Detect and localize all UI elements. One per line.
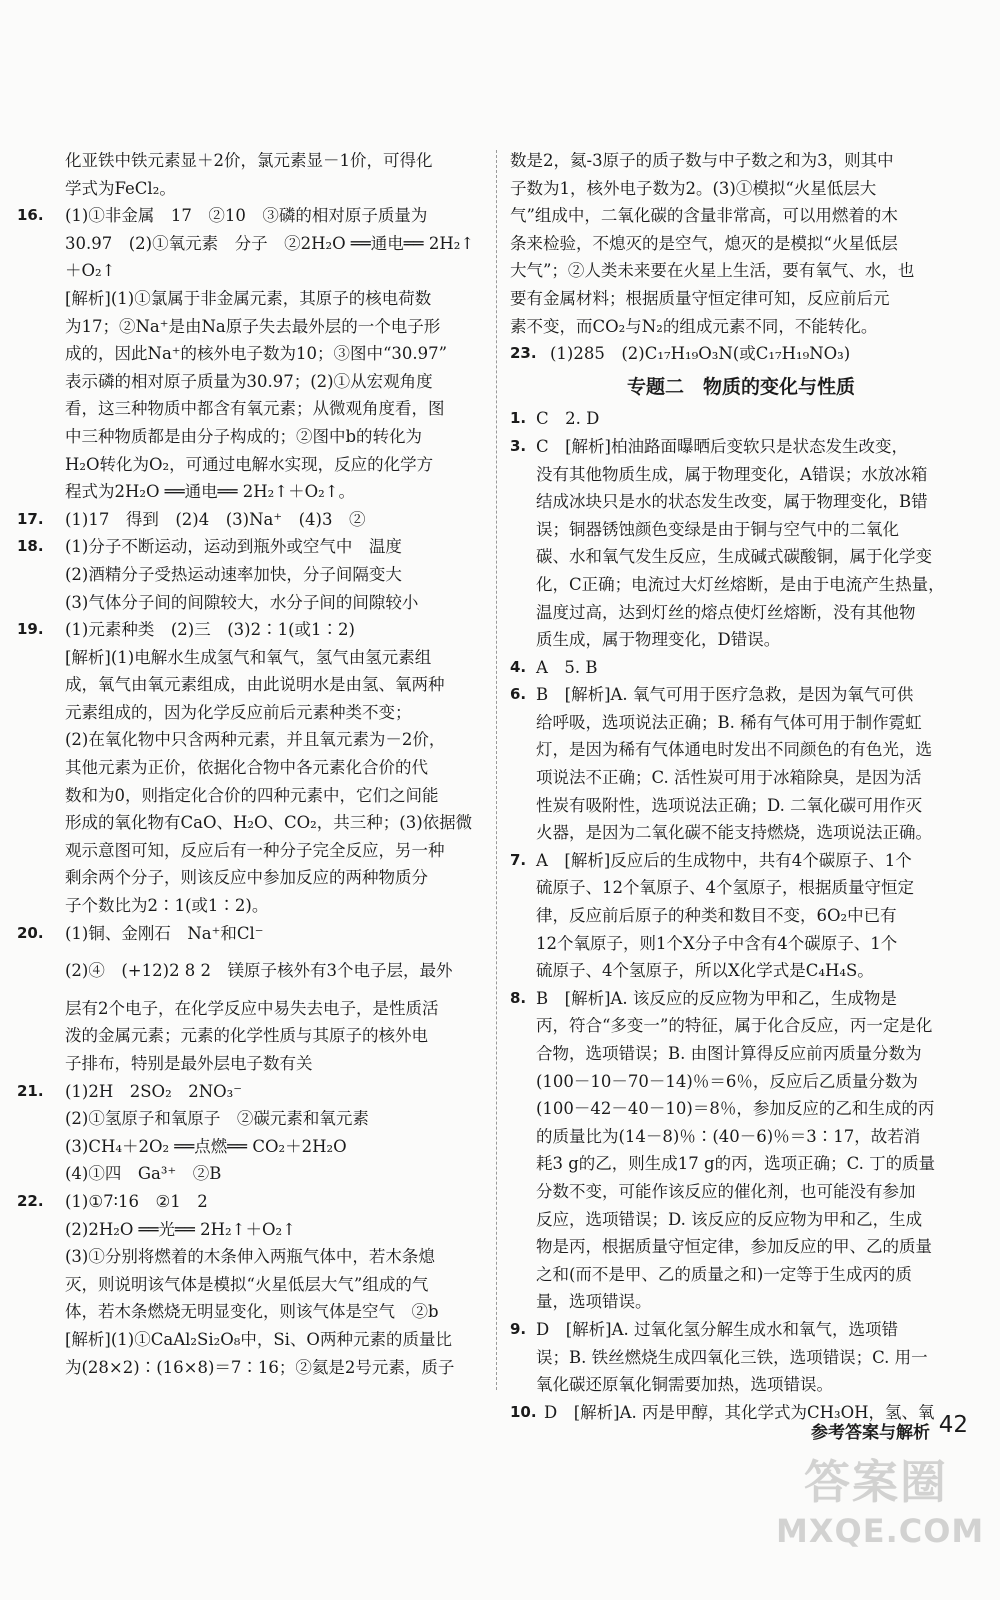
analysis-line: 观示意图可知，反应后有一种分子完全反应，另一种 <box>65 840 445 860</box>
answer-line: 泼的金属元素；元素的化学性质与其原子的核外电 <box>65 1026 428 1046</box>
analysis-line: [解析](1)电解水生成氢气和氧气，氢气由氢元素组 <box>65 647 432 667</box>
cont-line: 要有金属材料；根据质量守恒定律可知，反应前后元 <box>510 288 890 308</box>
analysis-line: (2)在氧化物中只含两种元素，并且氧元素为－2价， <box>65 730 446 750</box>
question-number: 8. <box>510 988 527 1007</box>
question-number: 22. <box>17 1191 44 1210</box>
analysis-line: 数和为0，则指定化合价的四种元素中，它们之间能 <box>65 785 439 805</box>
answer-line: (3)CH₄＋2O₂ ══点燃══ CO₂＋2H₂O <box>65 1136 347 1156</box>
analysis-line: 化，C正确；电流过大灯丝熔断，是由于电流产生热量， <box>536 574 945 594</box>
answer-19 <box>17 616 485 644</box>
answer-line: (3)气体分子间的间隙较大，水分子间的间隙较小 <box>65 592 419 612</box>
atomic-structure-line: (2)④ (+12)2 8 2 镁原子核外有3个电子层，最外 <box>65 961 453 981</box>
answer-line: 层有2个电子，在化学反应中易失去电子，是性质活 <box>65 998 439 1018</box>
watermark-main: 答案圈 <box>804 1455 948 1509</box>
analysis-line: 氧化碳还原氧化铜需要加热，选项错误。 <box>536 1375 833 1395</box>
answer-3 <box>510 433 972 461</box>
answer-18 <box>17 533 485 561</box>
cont-line: 条来检验，不熄灭的是空气，熄灭的是模拟“火星低层 <box>510 233 898 253</box>
cont-line: 学式为FeCl₂。 <box>65 178 176 198</box>
analysis-line: 质生成，属于物理变化，D错误。 <box>536 630 781 650</box>
cont-line: 素不变，而CO₂与N₂的组成元素不同，不能转化。 <box>510 316 878 336</box>
answer-21 <box>17 1078 485 1106</box>
analysis-line: 没有其他物质生成，属于物理变化，A错误；水放冰箱 <box>536 464 928 484</box>
answer-line: B [解析]A. 氧气可用于医疗急救，是因为氧气可供 <box>536 685 914 705</box>
answer-line: (1)铜、金刚石 Na⁺和Cl⁻ <box>65 923 264 943</box>
analysis-line: 中三种物质都是由分子构成的；②图中b的转化为 <box>65 426 423 446</box>
cont-line: 大气”；②人类未来要在火星上生活，要有氧气、水，也 <box>510 261 915 281</box>
question-number: 16. <box>17 206 44 225</box>
question-number: 21. <box>17 1081 44 1100</box>
question-number: 17. <box>17 509 44 528</box>
analysis-line: [解析](1)①CaAl₂Si₂O₈中，Si、O两种元素的质量比 <box>65 1329 452 1349</box>
answer-22 <box>17 1188 485 1216</box>
analysis-line: 给呼吸，选项说法正确；B. 稀有气体可用于制作霓虹 <box>536 712 922 732</box>
answer-line: (1)285 (2)C₁₇H₁₉O₃N(或C₁₇H₁₉NO₃) <box>550 344 851 364</box>
analysis-line: 12个氧原子，则1个X分子中含有4个碳原子、1个 <box>536 933 898 953</box>
cont-line: 化亚铁中铁元素显＋2价，氯元素显－1价，可得化 <box>65 151 433 170</box>
cont-line: 数是2，氦-3原子的质子数与中子数之和为3，则其中 <box>510 151 894 170</box>
analysis-line: 反应，选项错误；D. 该反应的反应物为甲和乙，生成 <box>536 1209 923 1229</box>
answer-23 <box>510 340 972 368</box>
answer-line: (2)2H₂O ══光══ 2H₂↑＋O₂↑ <box>65 1219 296 1239</box>
analysis-line: 表示磷的相对原子质量为30.97；(2)①从宏观角度 <box>65 371 433 391</box>
analysis-line: 碳、水和氧气发生反应，生成碱式碳酸铜，属于化学变 <box>536 547 932 567</box>
answer-6 <box>510 681 972 709</box>
question-number: 20. <box>17 923 44 942</box>
analysis-line: 结成冰块只是水的状态发生改变，属于物理变化，B错 <box>536 492 928 512</box>
analysis-line: 量，选项错误。 <box>536 1292 652 1312</box>
question-number: 6. <box>510 685 527 704</box>
answer-line: (3)①分别将燃着的木条伸入两瓶气体中，若木条熄 <box>65 1247 435 1267</box>
analysis-line: 性炭有吸附性，选项说法正确；D. 二氧化碳可用作灭 <box>536 795 923 815</box>
answer-4-5 <box>510 654 972 682</box>
question-number: 19. <box>17 620 44 639</box>
analysis-line: 为17；②Na⁺是由Na原子失去最外层的一个电子形 <box>65 316 441 336</box>
answer-line: 子排布，特别是最外层电子数有关 <box>65 1054 313 1073</box>
question-number: 4. <box>510 657 527 676</box>
question-number: 10. <box>510 1402 537 1421</box>
analysis-line: 形成的氧化物有CaO、H₂O、CO₂，共三种；(3)依据微 <box>65 813 473 833</box>
section-title: 专题二 物质的变化与性质 <box>626 375 855 398</box>
analysis-line: H₂O转化为O₂，可通过电解水实现，反应的化学方 <box>65 454 434 474</box>
answer-line: A [解析]反应后的生成物中，共有4个碳原子、1个 <box>536 850 912 870</box>
analysis-line: [解析](1)①氯属于非金属元素，其原子的核电荷数 <box>65 288 432 308</box>
answer-line: ＋O₂↑ <box>65 261 116 281</box>
analysis-line: 看，这三种物质中都含有氧元素；从微观角度看，图 <box>65 399 445 419</box>
page-number: 42 <box>938 1412 968 1438</box>
answer-line: (1)元素种类 (2)三 (3)2∶1(或1∶2) <box>65 620 355 640</box>
answer-line: (1)分子不断运动，运动到瓶外或空气中 温度 <box>65 537 402 557</box>
analysis-line: 其他元素为正价，依据化合物中各元素化合价的代 <box>65 758 428 778</box>
watermark-url: MXQE.COM <box>776 1512 985 1550</box>
analysis-line: 丙，符合“多变一”的特征，属于化合反应，丙一定是化 <box>536 1016 933 1036</box>
analysis-line: 灯，是因为稀有气体通电时发出不同颜色的有色光，选 <box>536 740 932 760</box>
analysis-line: 元素组成的，因为化学反应前后元素种类不变； <box>65 702 412 722</box>
answer-line: A 5. B <box>536 657 598 677</box>
answer-line: (1)2H 2SO₂ 2NO₃⁻ <box>65 1081 242 1101</box>
analysis-line: 火器，是因为二氧化碳不能支持燃烧，选项说法正确。 <box>536 823 932 843</box>
answer-9 <box>510 1316 972 1344</box>
right-column <box>510 147 972 1426</box>
column-divider <box>496 150 497 1390</box>
answer-line: 体，若木条燃烧无明显变化，则该气体是空气 ②b <box>65 1302 439 1322</box>
analysis-line: 耗3 g的乙，则生成17 g的丙，选项正确；C. 丁的质量 <box>536 1154 936 1174</box>
analysis-line: 成，氧气由氧元素组成，由此说明水是由氢、氧两种 <box>65 675 445 695</box>
answer-8 <box>510 985 972 1013</box>
answer-line: D [解析]A. 过氧化氢分解生成水和氧气，选项错 <box>536 1319 899 1339</box>
answer-line: 灭，则说明该气体是模拟“火星低层大气”组成的气 <box>65 1274 429 1294</box>
analysis-line: 分数不变，可能作该反应的催化剂，也可能没有参加 <box>536 1181 916 1201</box>
analysis-line: 合物，选项错误；B. 由图计算得反应前丙质量分数为 <box>536 1044 922 1063</box>
analysis-line: 温度过高，达到灯丝的熔点使灯丝熔断，没有其他物 <box>536 602 916 622</box>
answer-16 <box>17 202 485 230</box>
analysis-line: 硫原子、12个氧原子、4个氢原子，根据质量守恒定 <box>536 878 914 898</box>
question-number: 3. <box>510 436 527 455</box>
left-column <box>17 147 485 1381</box>
analysis-line: 程式为2H₂O ══通电══ 2H₂↑＋O₂↑。 <box>65 482 356 502</box>
cont-line: 子数为1，核外电子数为2。(3)①模拟“火星低层大 <box>510 178 877 198</box>
analysis-line: 物是丙，根据质量守恒定律，参加反应的甲、乙的质量 <box>536 1237 932 1257</box>
analysis-line: 项说法不正确；C. 活性炭可用于冰箱除臭，是因为活 <box>536 768 922 788</box>
analysis-line: 误；B. 铁丝燃烧生成四氧化三铁，选项错误；C. 用一 <box>536 1347 928 1367</box>
answer-17 <box>17 506 485 534</box>
cont-line: 气”组成中，二氧化碳的含量非常高，可以用燃着的木 <box>510 206 898 226</box>
answer-7 <box>510 847 972 875</box>
answer-line: B [解析]A. 该反应的反应物为甲和乙，生成物是 <box>536 988 897 1008</box>
question-number: 1. <box>510 409 527 428</box>
answer-20 <box>17 920 485 948</box>
answer-line: D [解析]A. 丙是甲醇，其化学式为CH₃OH，氢、氧 <box>544 1402 935 1422</box>
answer-line: (2)①氢原子和氧原子 ②碳元素和氧元素 <box>65 1109 369 1129</box>
question-number: 9. <box>510 1319 527 1338</box>
analysis-line: 律，反应前后原子的种类和数目不变，6O₂中已有 <box>536 906 897 926</box>
answer-line: C [解析]柏油路面曝晒后变软只是状态发生改变， <box>536 436 908 456</box>
question-number: 7. <box>510 850 527 869</box>
analysis-line: 剩余两个分子，则该反应中参加反应的两种物质分 <box>65 868 428 888</box>
analysis-line: 之和(而不是甲、乙的质量之和)一定等于生成丙的质 <box>536 1264 912 1284</box>
analysis-line: (100－42－40－10)＝8％，参加反应的乙和生成的丙 <box>536 1099 935 1119</box>
analysis-line: 成的，因此Na⁺的核外电子数为10；③图中“30.97” <box>65 344 448 364</box>
answer-line: (2)酒精分子受热运动速率加快，分子间隔变大 <box>65 564 402 584</box>
analysis-line: 的质量比为(14－8)％∶(40－6)％＝3∶17，故若消 <box>536 1126 921 1146</box>
analysis-line: 为(28×2)∶(16×8)＝7∶16；②氦是2号元素，质子 <box>65 1357 455 1377</box>
answer-line: C 2. D <box>536 409 600 429</box>
answer-line: (1)17 得到 (2)4 (3)Na⁺ (4)3 ② <box>65 509 366 529</box>
watermark-logo <box>776 1446 985 1556</box>
footer-label: 参考答案与解析 <box>811 1423 930 1443</box>
question-number: 23. <box>510 344 537 363</box>
analysis-line: 误；铜器锈蚀颜色变绿是由于铜与空气中的二氧化 <box>536 519 899 539</box>
answer-1-2 <box>510 405 972 433</box>
answer-line: (4)①四 Ga³⁺ ②B <box>65 1164 222 1184</box>
analysis-line: (100－10－70－14)％＝6％，反应后乙质量分数为 <box>536 1071 918 1091</box>
answer-line: (1)①7∶16 ②1 2 <box>65 1191 208 1211</box>
question-number: 18. <box>17 537 44 556</box>
answer-line: 30.97 (2)①氧元素 分子 ②2H₂O ══通电══ 2H₂↑ <box>65 233 475 253</box>
analysis-line: 子个数比为2∶1(或1∶2)。 <box>65 896 269 916</box>
answer-line: (1)①非金属 17 ②10 ③磷的相对原子质量为 <box>65 206 428 226</box>
analysis-line: 硫原子、4个氢原子，所以X化学式是C₄H₄S。 <box>536 961 874 981</box>
